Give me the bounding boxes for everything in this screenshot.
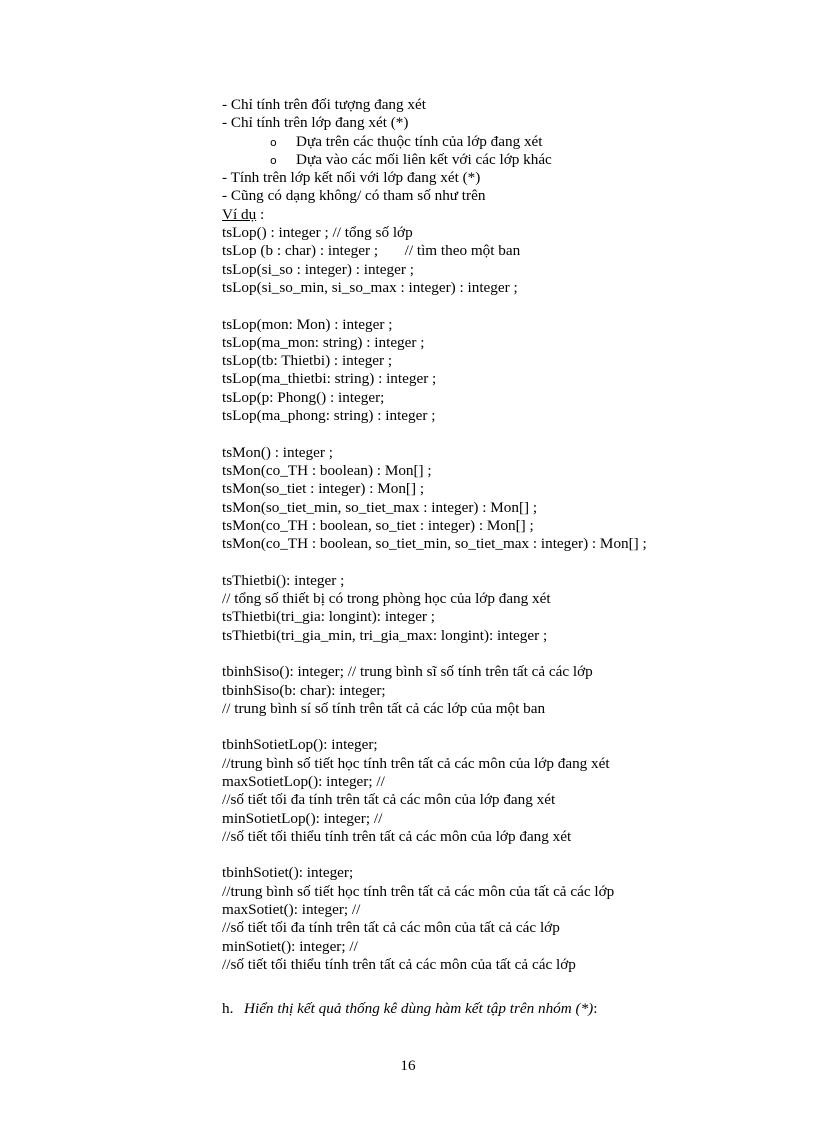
intro-line: - Chỉ tính trên lớp đang xét (*) — [222, 114, 409, 132]
code-line: tbinhSiso(b: char): integer; — [222, 681, 386, 699]
page-number: 16 — [400, 1057, 416, 1074]
code-line: //số tiết tối thiểu tính trên tất cả các môn của lớp đang xét — [222, 827, 572, 845]
code-line: // tổng số thiết bị có trong phòng học của lớp đang xét — [222, 590, 551, 608]
section-heading — [222, 999, 802, 1019]
code-line: tbinhSotiet(): integer; — [222, 864, 354, 882]
code-line: //trung bình số tiết học tính trên tất cả các môn của lớp đang xét — [222, 754, 610, 772]
code-line: tsLop() : integer ; // tổng số lớp — [222, 224, 413, 242]
example-colon: : — [256, 205, 265, 223]
bullet-circle-icon: o — [270, 153, 277, 167]
code-line: tsMon(so_tiet_min, so_tiet_max : integer) : Mon[] ; — [222, 498, 538, 516]
code-line: tbinhSotietLop(): integer; — [222, 736, 378, 754]
code-line: tsThietbi(tri_gia: longint): integer ; — [222, 608, 436, 626]
blank-line — [222, 553, 802, 571]
code-line: tsMon(co_TH : boolean, so_tiet : integer) : Mon[] ; — [222, 516, 534, 534]
code-line: //số tiết tối đa tính trên tất cả các môn của lớp đang xét — [222, 791, 556, 809]
bullet-circle-icon: o — [270, 135, 277, 149]
code-line: tsMon(co_TH : boolean) : Mon[] ; — [222, 461, 432, 479]
page-content — [222, 96, 802, 1019]
section-title: Hiển thị kết quả thống kê dùng hàm kết tập trên nhóm (*) — [244, 999, 594, 1017]
code-line: tsMon() : integer ; — [222, 443, 333, 461]
code-line: tsLop (b : char) : integer ; // tìm theo một ban — [222, 242, 521, 260]
intro-line: - Cũng có dạng không/ có tham số như trên — [222, 187, 486, 205]
code-line: //số tiết tối thiểu tính trên tất cả các môn của tất cả các lớp — [222, 955, 576, 973]
code-line: maxSotietLop(): integer; // — [222, 772, 385, 790]
code-line: tsMon(so_tiet : integer) : Mon[] ; — [222, 480, 425, 498]
code-line: tsLop(ma_thietbi: string) : integer ; — [222, 370, 437, 388]
section-title-suffix: : — [593, 999, 598, 1017]
code-line: tsLop(p: Phong() : integer; — [222, 388, 385, 406]
example-label: Ví dụ — [222, 205, 257, 223]
blank-line — [222, 974, 802, 992]
code-line: tsLop(mon: Mon) : integer ; — [222, 315, 393, 333]
blank-line — [222, 718, 802, 736]
section-number: h. — [222, 999, 234, 1017]
blank-line — [222, 846, 802, 864]
sub-bullet-item — [222, 133, 802, 151]
code-line: tsLop(si_so_min, si_so_max : integer) : integer ; — [222, 278, 518, 296]
code-line: maxSotiet(): integer; // — [222, 901, 361, 919]
code-line: minSotietLop(): integer; // — [222, 809, 383, 827]
code-line: //số tiết tối đa tính trên tất cả các môn của tất cả các lớp — [222, 919, 560, 937]
intro-line: - Chỉ tính trên đối tượng đang xét — [222, 96, 426, 113]
intro-line: - Tính trên lớp kết nối với lớp đang xét (*) — [222, 169, 481, 187]
code-line: tsThietbi(tri_gia_min, tri_gia_max: longint): integer ; — [222, 626, 548, 644]
blank-line — [222, 645, 802, 663]
code-line: tsLop(tb: Thietbi) : integer ; — [222, 352, 393, 370]
code-line: tsLop(ma_phong: string) : integer ; — [222, 407, 436, 425]
code-line: tsMon(co_TH : boolean, so_tiet_min, so_tiet_max : integer) : Mon[] ; — [222, 535, 647, 553]
sub-bullet-item — [222, 151, 802, 169]
code-line: minSotiet(): integer; // — [222, 937, 358, 955]
blank-line — [222, 297, 802, 315]
sub-bullet-text: Dựa trên các thuộc tính của lớp đang xét — [296, 132, 543, 150]
code-line: //trung bình số tiết học tính trên tất cả các môn của tất cả các lớp — [222, 882, 615, 900]
sub-bullet-text: Dựa vào các mối liên kết với các lớp khác — [296, 150, 552, 168]
blank-line — [222, 425, 802, 443]
code-line: tbinhSiso(): integer; // trung bình sĩ số tính trên tất cả các lớp — [222, 663, 593, 681]
code-line: tsLop(si_so : integer) : integer ; — [222, 260, 414, 278]
code-line: tsThietbi(): integer ; — [222, 571, 345, 589]
code-line: tsLop(ma_mon: string) : integer ; — [222, 333, 425, 351]
example-label-line — [222, 206, 802, 224]
code-line: // trung bình sí số tính trên tất cả các lớp của một ban — [222, 699, 546, 717]
